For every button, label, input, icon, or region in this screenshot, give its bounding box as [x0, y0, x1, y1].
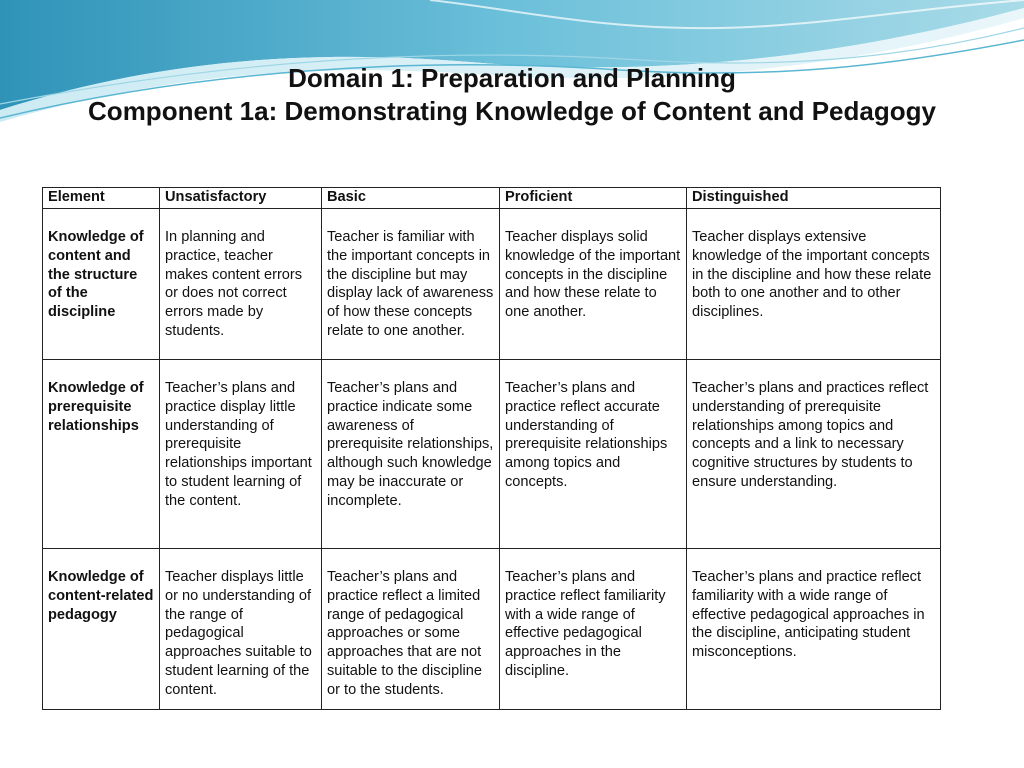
element-cell: Knowledge of content-related pedagogy — [43, 549, 160, 710]
proficient-cell: Teacher’s plans and practice reflect accurate understanding of prerequisite relationships among topics and concepts. — [500, 360, 687, 549]
table-header-row — [43, 188, 941, 209]
proficient-cell: Teacher’s plans and practice reflect familiarity with a wide range of effective pedagogical approaches in the discipline. — [500, 549, 687, 710]
header-proficient: Proficient — [500, 188, 687, 209]
header-distinguished: Distinguished — [687, 188, 941, 209]
title-domain: Domain 1: Preparation and Planning — [288, 63, 736, 93]
rubric-table — [42, 187, 941, 710]
distinguished-cell: Teacher displays extensive knowledge of the important concepts in the discipline and how these relate both to one another and to other disciplines. — [687, 209, 941, 360]
basic-cell: Teacher’s plans and practice indicate some awareness of prerequisite relationships, although such knowledge may be inaccurate or incomplete. — [322, 360, 500, 549]
element-cell: Knowledge of content and the structure of the discipline — [43, 209, 160, 360]
distinguished-cell: Teacher’s plans and practice reflect familiarity with a wide range of effective pedagogical approaches in the discipline, anticipating student misconceptions. — [687, 549, 941, 710]
proficient-cell: Teacher displays solid knowledge of the important concepts in the discipline and how these relate to one another. — [500, 209, 687, 360]
header-unsatisfactory: Unsatisfactory — [160, 188, 322, 209]
header-basic: Basic — [322, 188, 500, 209]
table-row — [43, 360, 941, 549]
unsatisfactory-cell: Teacher displays little or no understanding of the range of pedagogical approaches suitable to student learning of the content. — [160, 549, 322, 710]
slide-title — [0, 62, 1024, 128]
basic-cell: Teacher’s plans and practice reflect a limited range of pedagogical approaches or some approaches that are not suitable to the discipline or to the students. — [322, 549, 500, 710]
table-row — [43, 209, 941, 360]
unsatisfactory-cell: In planning and practice, teacher makes content errors or does not correct errors made by students. — [160, 209, 322, 360]
element-cell: Knowledge of prerequisite relationships — [43, 360, 160, 549]
basic-cell: Teacher is familiar with the important concepts in the discipline but may display lack of awareness of how these concepts relate to one another. — [322, 209, 500, 360]
title-component: Component 1a: Demonstrating Knowledge of Content and Pedagogy — [88, 96, 936, 126]
unsatisfactory-cell: Teacher’s plans and practice display little understanding of prerequisite relationships important to student learning of the content. — [160, 360, 322, 549]
distinguished-cell: Teacher’s plans and practices reflect understanding of prerequisite relationships among topics and concepts and a link to necessary cognitive structures by students to ensure understanding. — [687, 360, 941, 549]
header-element: Element — [43, 188, 160, 209]
table-row — [43, 549, 941, 710]
